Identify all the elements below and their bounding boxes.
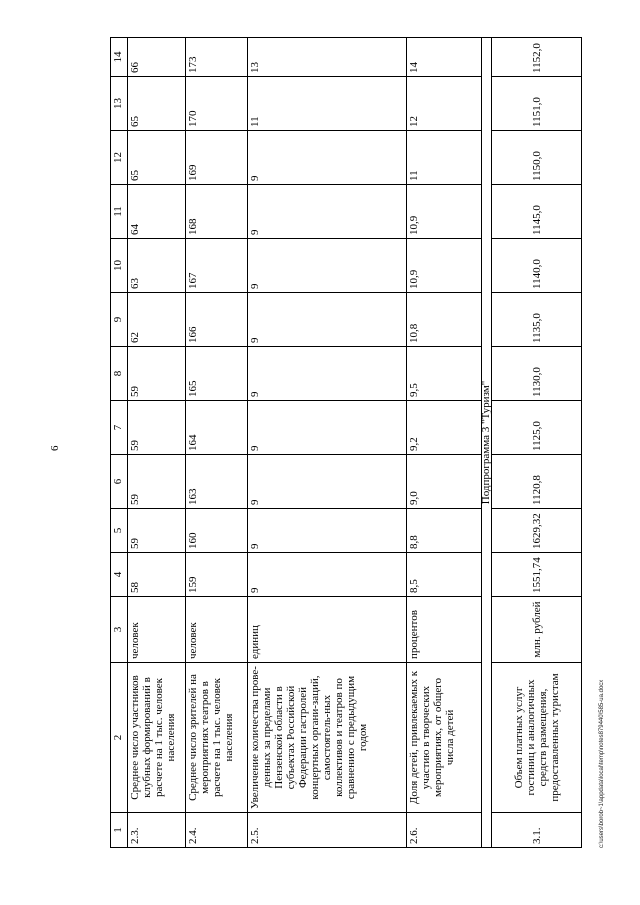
table-header-row	[111, 38, 128, 848]
header-cell: 12	[111, 131, 128, 185]
value-cell: 1151,0	[492, 77, 582, 131]
indicator-name: Объем платных услуг гостиниц и аналогичных средств размещения, предоставленных туристам	[492, 663, 582, 813]
value-cell: 58	[128, 553, 186, 597]
value-cell: 159	[186, 553, 248, 597]
value-cell: 1125,0	[492, 401, 582, 455]
value-cell: 63	[128, 239, 186, 293]
value-cell: 9	[248, 401, 407, 455]
table-row	[186, 38, 248, 848]
header-cell: 11	[111, 185, 128, 239]
value-cell: 10,9	[407, 239, 482, 293]
value-cell: 65	[128, 77, 186, 131]
value-cell: 59	[128, 455, 186, 509]
value-cell: 1130,0	[492, 347, 582, 401]
value-cell: 166	[186, 293, 248, 347]
value-cell: 170	[186, 77, 248, 131]
value-cell: 64	[128, 185, 186, 239]
value-cell: 8,8	[407, 509, 482, 553]
header-cell: 14	[111, 38, 128, 77]
row-number: 2.5.	[248, 813, 407, 848]
table-row	[128, 38, 186, 848]
value-cell: 168	[186, 185, 248, 239]
indicator-name: Доля детей, привлекаемых к участию в творческих мероприятиях, от общего числа детей	[407, 663, 482, 813]
header-cell: 6	[111, 455, 128, 509]
row-number: 2.3.	[128, 813, 186, 848]
value-cell: 59	[128, 401, 186, 455]
header-cell: 4	[111, 553, 128, 597]
value-cell: 164	[186, 401, 248, 455]
header-cell: 7	[111, 401, 128, 455]
value-cell: 9	[248, 347, 407, 401]
value-cell: 59	[128, 347, 186, 401]
value-cell: 9	[248, 293, 407, 347]
value-cell: 65	[128, 131, 186, 185]
unit: единиц	[248, 597, 407, 663]
table-row	[248, 38, 407, 848]
rotated-table-container	[110, 38, 561, 848]
value-cell: 10,9	[407, 185, 482, 239]
indicator-name: Среднее число зрителей на мероприятиях театров в расчете на 1 тыс. человек населения	[186, 663, 248, 813]
value-cell: 9,5	[407, 347, 482, 401]
header-cell: 10	[111, 239, 128, 293]
value-cell: 1629,32	[492, 509, 582, 553]
value-cell: 169	[186, 131, 248, 185]
section-title: Подпрограмма 3 "Туризм"	[482, 38, 492, 848]
value-cell: 9	[248, 131, 407, 185]
unit: человек	[186, 597, 248, 663]
header-cell: 5	[111, 509, 128, 553]
unit: человек	[128, 597, 186, 663]
value-cell: 59	[128, 509, 186, 553]
value-cell: 173	[186, 38, 248, 77]
page-number: 6	[49, 445, 61, 451]
value-cell: 8,5	[407, 553, 482, 597]
value-cell: 14	[407, 38, 482, 77]
indicator-name: Увеличение количества прове-денных за пределами Пензенской области в субъектах Российской Федерации гастролей концертных органи-заций, самостоятель-ных коллективов и театров по сравнению с предыдущим годом	[248, 663, 407, 813]
value-cell: 1150,0	[492, 131, 582, 185]
value-cell: 1120,8	[492, 455, 582, 509]
header-cell: 2	[111, 663, 128, 813]
value-cell: 9,2	[407, 401, 482, 455]
indicator-name: Среднее число участников клубных формирований в расчете на 1 тыс. человек населения	[128, 663, 186, 813]
value-cell: 11	[407, 131, 482, 185]
footer-file-path: c:\users\borob~1\appdata\local\temp\notes879440\585-ua.docx	[599, 679, 605, 848]
value-cell: 165	[186, 347, 248, 401]
row-number: 2.4.	[186, 813, 248, 848]
header-cell: 8	[111, 347, 128, 401]
row-number: 2.6.	[407, 813, 482, 848]
value-cell: 9	[248, 455, 407, 509]
value-cell: 10,8	[407, 293, 482, 347]
value-cell: 12	[407, 77, 482, 131]
header-cell: 9	[111, 293, 128, 347]
header-cell: 13	[111, 77, 128, 131]
value-cell: 9	[248, 185, 407, 239]
unit: млн. рублей	[492, 597, 582, 663]
value-cell: 167	[186, 239, 248, 293]
value-cell: 62	[128, 293, 186, 347]
value-cell: 13	[248, 38, 407, 77]
row-number: 3.1.	[492, 813, 582, 848]
value-cell: 1140,0	[492, 239, 582, 293]
section-header-row	[482, 38, 492, 848]
header-cell: 1	[111, 813, 128, 848]
unit: процентов	[407, 597, 482, 663]
value-cell: 1145,0	[492, 185, 582, 239]
value-cell: 163	[186, 455, 248, 509]
value-cell: 9,0	[407, 455, 482, 509]
value-cell: 9	[248, 553, 407, 597]
value-cell: 66	[128, 38, 186, 77]
table-row	[407, 38, 482, 848]
value-cell: 11	[248, 77, 407, 131]
indicators-table	[110, 37, 582, 848]
value-cell: 9	[248, 239, 407, 293]
table-row	[492, 38, 582, 848]
value-cell: 9	[248, 509, 407, 553]
value-cell: 1152,0	[492, 38, 582, 77]
value-cell: 1135,0	[492, 293, 582, 347]
value-cell: 1551,74	[492, 553, 582, 597]
value-cell: 160	[186, 509, 248, 553]
header-cell: 3	[111, 597, 128, 663]
